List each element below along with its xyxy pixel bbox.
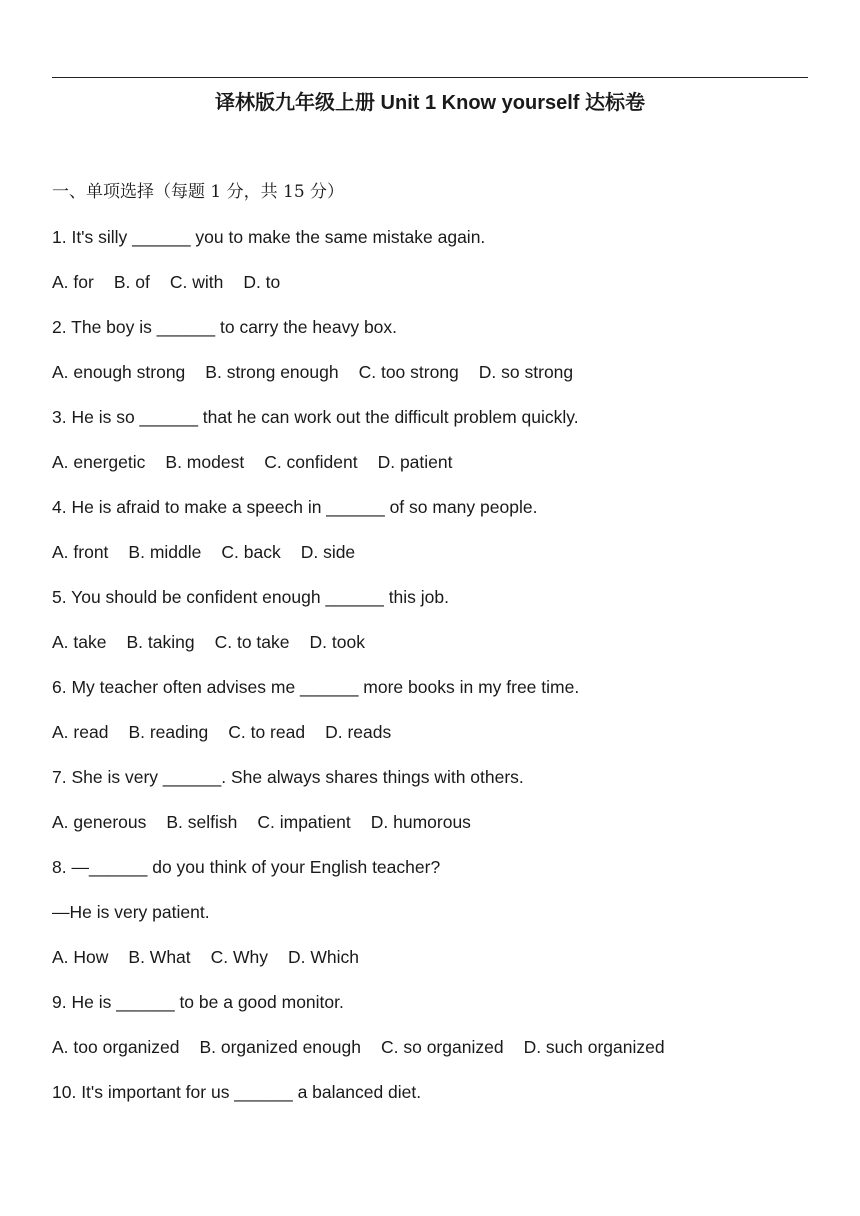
option-d: D. to <box>243 272 281 292</box>
option-b: B. selfish <box>166 812 238 832</box>
answer-options <box>52 537 822 567</box>
document-title: 译林版九年级上册 Unit 1 Know yourself 达标卷 <box>214 92 646 114</box>
option-b: B. What <box>128 947 191 967</box>
question-stem: 7. She is very ______. She always shares things with others. <box>52 767 524 787</box>
answer-options <box>52 627 822 657</box>
option-a: A. for <box>52 272 94 292</box>
option-c: C. too strong <box>358 362 459 382</box>
option-c: C. with <box>169 272 224 292</box>
dialogue-reply: —He is very patient. <box>52 902 210 922</box>
question-section <box>52 177 822 1122</box>
option-b: B. strong enough <box>205 362 339 382</box>
option-b: B. reading <box>128 722 209 742</box>
option-a: A. energetic <box>52 452 146 472</box>
option-d: D. humorous <box>370 812 471 832</box>
option-a: A. too organized <box>52 1037 180 1057</box>
answer-options <box>52 807 822 837</box>
option-c: C. to read <box>228 722 306 742</box>
answer-options <box>52 447 822 477</box>
option-a: A. take <box>52 632 107 652</box>
answer-options <box>52 267 822 297</box>
option-d: D. such organized <box>523 1037 665 1057</box>
option-c: C. impatient <box>257 812 351 832</box>
option-d: D. side <box>300 542 356 562</box>
question-stem: 9. He is ______ to be a good monitor. <box>52 992 344 1012</box>
question-stem: 2. The boy is ______ to carry the heavy box. <box>52 317 398 337</box>
option-b: B. taking <box>126 632 195 652</box>
question-stem: 8. —______ do you think of your English teacher? <box>52 857 441 877</box>
option-c: C. back <box>221 542 281 562</box>
option-b: B. modest <box>165 452 245 472</box>
option-a: A. generous <box>52 812 147 832</box>
option-a: A. How <box>52 947 109 967</box>
option-b: B. organized enough <box>199 1037 361 1057</box>
question-stem: 5. You should be confident enough ______ this job. <box>52 587 450 607</box>
option-b: B. of <box>113 272 150 292</box>
option-c: C. confident <box>264 452 358 472</box>
question-stem: 3. He is so ______ that he can work out the difficult problem quickly. <box>52 407 579 427</box>
answer-options <box>52 717 822 747</box>
option-d: D. took <box>309 632 365 652</box>
option-b: B. middle <box>128 542 202 562</box>
option-d: D. reads <box>325 722 392 742</box>
option-a: A. front <box>52 542 109 562</box>
option-d: D. patient <box>377 452 453 472</box>
question-stem: 1. It's silly ______ you to make the same mistake again. <box>52 227 486 247</box>
answer-options <box>52 1032 822 1062</box>
option-a: A. read <box>52 722 109 742</box>
question-stem: 4. He is afraid to make a speech in ______ of so many people. <box>52 497 538 517</box>
option-c: C. so organized <box>380 1037 504 1057</box>
answer-options <box>52 942 822 972</box>
option-a: A. enough strong <box>52 362 186 382</box>
option-c: C. to take <box>214 632 290 652</box>
question-stem: 10. It's important for us ______ a balanced diet. <box>52 1082 422 1102</box>
section-heading: 一、单项选择（每题 1 分，共 15 分） <box>52 182 345 202</box>
option-c: C. Why <box>210 947 269 967</box>
header-rule <box>52 77 808 78</box>
option-d: D. Which <box>288 947 360 967</box>
option-d: D. so strong <box>478 362 574 382</box>
answer-options <box>52 357 822 387</box>
question-stem: 6. My teacher often advises me ______ more books in my free time. <box>52 677 580 697</box>
